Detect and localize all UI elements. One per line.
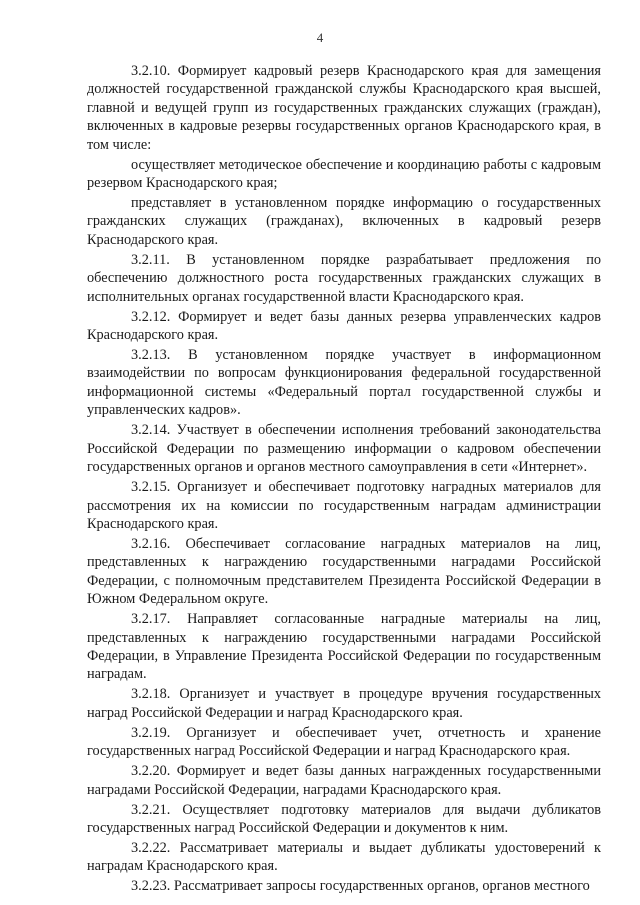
paragraph-3-2-19: 3.2.19. Организует и обеспечивает учет, отчетность и хранение государственных наград Российской Федерации и наград Краснодарского края. (87, 724, 601, 760)
paragraph-3-2-12: 3.2.12. Формирует и ведет базы данных резерва управленческих кадров Краснодарского края. (87, 308, 601, 344)
paragraph-3-2-10-item-2: представляет в установленном порядке информацию о государственных гражданских служащих (гражданах), включенных в кадровый резерв Краснодарского края. (87, 195, 601, 248)
paragraph-3-2-11: 3.2.11. В установленном порядке разрабатывает предложения по обеспечению должностного роста государственных гражданских служащих в исполнительных органах государственной власти Краснодарского края. (87, 251, 601, 305)
document-body (87, 62, 601, 897)
paragraph-3-2-23: 3.2.23. Рассматривает запросы государственных органов, органов местного (131, 878, 590, 895)
paragraph-3-2-13: 3.2.13. В установленном порядке участвует в информационном взаимодействии по вопросам функционирования федеральной государственной информационной системы «Федеральный портал государственной службы и управленческих кадров». (87, 347, 601, 419)
paragraph-3-2-21: 3.2.21. Осуществляет подготовку материалов для выдачи дубликатов государственных наград Российской Федерации и документов к ним. (87, 801, 601, 836)
paragraph-3-2-14: 3.2.14. Участвует в обеспечении исполнения требований законодательства Российской Федерации по размещению информации о кадровом обеспечении государственных органов и органов местного самоуправления в сети «Интернет». (87, 422, 601, 476)
paragraph-3-2-20: 3.2.20. Формирует и ведет базы данных награжденных государственными наградами Российской Федерации, наградами Краснодарского края. (87, 763, 601, 798)
paragraph-3-2-16: 3.2.16. Обеспечивает согласование наградных материалов на лиц, представленных к награждению государственными наградами Российской Федерации, с полномочным представителем Президента Российской Федерации в Южном Федеральном округе. (87, 535, 601, 608)
paragraph-3-2-15: 3.2.15. Организует и обеспечивает подготовку наградных материалов для рассмотрения их на комиссии по государственным наградам администрации Краснодарского края. (87, 479, 601, 532)
page-number: 4 (316, 30, 324, 45)
paragraph-3-2-10: 3.2.10. Формирует кадровый резерв Краснодарского края для замещения должностей государственной гражданской службы Краснодарского края высшей, главной и ведущей групп из государственных гражданских служащих (граждан), включенных в кадровые резервы государственных органов Краснодарского края, в том числе: (87, 63, 601, 153)
paragraph-3-2-22: 3.2.22. Рассматривает материалы и выдает дубликаты удостоверений к наградам Краснодарского края. (87, 839, 601, 875)
paragraph-3-2-10-item-1: осуществляет методическое обеспечение и координацию работы с кадровым резервом Краснодарского края; (87, 156, 601, 192)
paragraph-3-2-18: 3.2.18. Организует и участвует в процедуре вручения государственных наград Российской Федерации и наград Краснодарского края. (87, 686, 601, 721)
paragraph-3-2-17: 3.2.17. Направляет согласованные наградные материалы на лиц, представленных к награждению государственными наградами Российской Федерации, в Управление Президента Российской Федерации по государственным наградам. (87, 611, 601, 683)
